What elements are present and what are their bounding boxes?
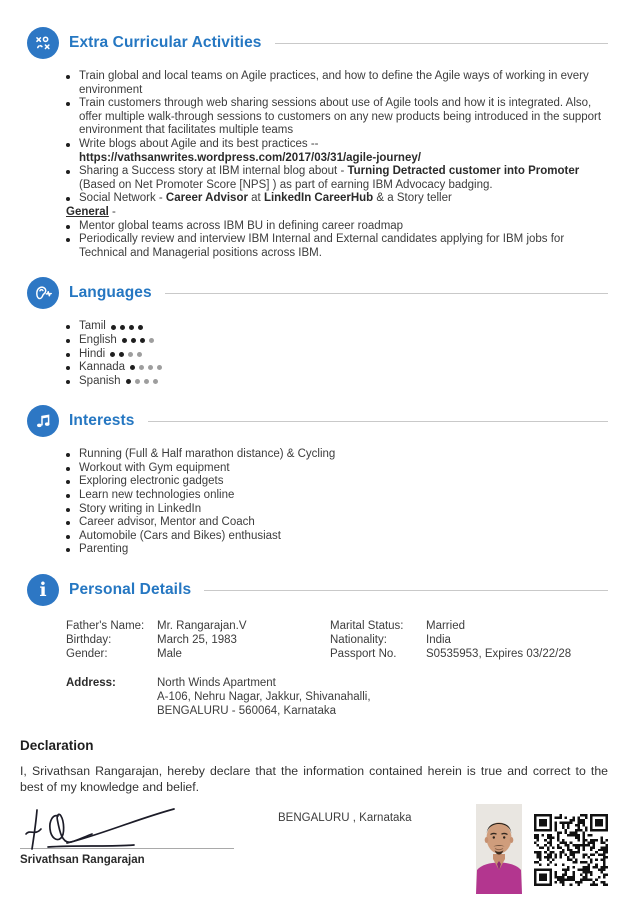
level-dot-filled (130, 365, 135, 370)
language-name: Spanish (79, 374, 121, 387)
list-item-text (79, 165, 608, 192)
level-dot-filled (126, 379, 131, 384)
bullet-dot (66, 339, 70, 343)
bullet-dot (66, 102, 70, 106)
language-name: Hindi (79, 347, 106, 360)
general-subheading (66, 206, 608, 220)
field-value: Mr. Rangarajan.V (157, 620, 247, 633)
address-line: BENGALURU - 560064, Karnataka (157, 705, 336, 718)
applicant-photo (476, 804, 522, 894)
blog-url-link[interactable]: https://vathsanwrites.wordpress.com/2017/03/31/agile-journey/ (79, 151, 421, 164)
bullet-dot (66, 521, 70, 525)
language-name: English (79, 333, 117, 346)
language-level-dots (130, 361, 162, 375)
language-item (66, 375, 608, 389)
general-list (20, 220, 608, 261)
text-segment: Write blogs about Agile and its best practices -- (79, 137, 319, 150)
section-header (20, 27, 608, 59)
language-level-dots (126, 375, 158, 389)
bullet-dot (66, 366, 70, 370)
text-segment: LinkedIn CareerHub (263, 192, 374, 205)
section-extra-curricular (20, 27, 608, 260)
field-value: Male (157, 648, 182, 661)
list-item (66, 97, 608, 138)
info-icon: i (27, 574, 59, 606)
list-item (66, 530, 608, 544)
language-name: Kannada (79, 361, 126, 374)
list-item (66, 138, 608, 165)
level-dot-filled (140, 338, 145, 343)
text-segment: & a Story teller (373, 192, 452, 205)
signature-scribble (22, 804, 182, 854)
declaration-text: I, Srivathsan Rangarajan, hereby declare that the information contained herein is true and correct to the best of my knowledge and belief. (20, 764, 608, 795)
list-item-text (79, 516, 608, 530)
level-dot-empty (135, 379, 140, 384)
section-personal-details (20, 574, 608, 718)
interests-list (20, 448, 608, 557)
general-suffix: - (108, 205, 116, 218)
list-item (66, 70, 608, 97)
text-segment: (Based on Net Promoter Score [NPS] ) as part of earning IBM Advocacy badging. (79, 178, 493, 191)
level-dot-filled (131, 338, 136, 343)
field-value: Married (426, 620, 465, 633)
list-item (66, 192, 608, 206)
language-item (66, 320, 608, 334)
text-segment: Sharing a Success story at IBM internal blog about - (79, 165, 348, 178)
field-value: S0535953, Expires 03/22/28 (426, 648, 572, 661)
declaration-heading: Declaration (20, 738, 94, 754)
signature-line (20, 848, 234, 849)
list-item (66, 475, 608, 489)
list-item-text (79, 475, 608, 489)
bullet-dot (66, 238, 70, 242)
bullet-dot (66, 380, 70, 384)
list-item (66, 462, 608, 476)
signature-place: BENGALURU , Karnataka (278, 812, 412, 825)
bullet-dot (66, 453, 70, 457)
bullet-dot (66, 197, 70, 201)
text-segment: Train global and local teams on Agile practices, and how to define the Agile ways of working in every environment (79, 70, 589, 96)
bullet-dot (66, 480, 70, 484)
text-segment: Career Advisor (165, 192, 248, 205)
list-item-text (79, 70, 608, 97)
text-segment: Automobile (Cars and Bikes) enthusiast (79, 529, 281, 542)
list-item-text (79, 462, 608, 476)
list-item-text (79, 138, 608, 165)
text-segment: Turning Detracted customer into Promoter (347, 165, 580, 178)
level-dot-filled (111, 325, 116, 330)
list-item (66, 220, 608, 234)
address-block (66, 676, 608, 719)
strategy-icon (27, 27, 59, 59)
section-interests (20, 405, 608, 557)
list-item-text (79, 489, 608, 503)
music-note-icon (27, 405, 59, 437)
level-dot-empty (128, 352, 133, 357)
level-dot-empty (137, 352, 142, 357)
bullet-dot (66, 75, 70, 79)
text-segment: Social Network - (79, 192, 166, 205)
list-item (66, 233, 608, 260)
language-name: Tamil (79, 320, 106, 333)
list-item-text (79, 543, 608, 557)
list-item-text (79, 233, 608, 260)
list-item-text (79, 530, 608, 544)
section-title: Extra Curricular Activities (69, 34, 262, 51)
signature-block (20, 804, 252, 866)
text-segment: Train customers through web sharing sessions about use of Agile tools and how it is integrated. Also, offer multiple walk-through sessions to customers on any new products being introduced in the support environment that facilitates multiple teams (79, 97, 602, 137)
address-label: Address: (66, 676, 116, 689)
list-item (66, 489, 608, 503)
bullet-dot (66, 548, 70, 552)
list-item (66, 165, 608, 192)
list-item-text (79, 192, 608, 206)
section-title: Languages (69, 284, 152, 302)
text-segment: Learn new technologies online (79, 489, 235, 502)
list-item (66, 503, 608, 517)
bullet-dot (66, 508, 70, 512)
address-line: A-106, Nehru Nagar, Jakkur, Shivanahalli, (157, 690, 371, 703)
bullet-dot (66, 325, 70, 329)
list-item (66, 543, 608, 557)
section-divider (204, 590, 608, 591)
bullet-dot (66, 170, 70, 174)
address-lines (157, 676, 371, 719)
section-header (20, 277, 608, 309)
signatory-name: Srivathsan Rangarajan (20, 854, 145, 867)
section-title: Personal Details (69, 581, 192, 599)
list-item (66, 448, 608, 462)
photo-and-qr (476, 804, 608, 894)
language-level-dots (122, 334, 154, 348)
level-dot-filled (119, 352, 124, 357)
bullet-dot (66, 225, 70, 229)
bullet-dot (66, 143, 70, 147)
section-header (20, 574, 608, 606)
language-level-dots (111, 320, 143, 334)
level-dot-filled (110, 352, 115, 357)
field-label: Father's Name: (66, 620, 145, 633)
field-label: Gender: (66, 648, 108, 661)
text-segment: Running (Full & Half marathon distance) & Cycling (79, 448, 336, 461)
level-dot-empty (153, 379, 158, 384)
level-dot-empty (149, 338, 154, 343)
text-segment: Mentor global teams across IBM BU in defining career roadmap (79, 219, 404, 232)
general-label: General (66, 205, 109, 218)
list-item-text (79, 220, 608, 234)
field-label: Nationality: (330, 634, 387, 647)
list-item-text (79, 448, 608, 462)
bullet-dot (66, 467, 70, 471)
text-segment: Workout with Gym equipment (79, 461, 230, 474)
level-dot-empty (139, 365, 144, 370)
language-item (66, 348, 608, 362)
section-languages (20, 277, 608, 388)
list-item-text (79, 503, 608, 517)
field-label: Passport No. (330, 648, 397, 661)
language-item (66, 361, 608, 375)
ear-listening-icon (27, 277, 59, 309)
bullet-dot (66, 494, 70, 498)
bullet-dot (66, 535, 70, 539)
level-dot-filled (122, 338, 127, 343)
address-line: North Winds Apartment (157, 676, 276, 689)
section-divider (165, 293, 608, 294)
level-dot-empty (148, 365, 153, 370)
level-dot-filled (129, 325, 134, 330)
section-divider (148, 421, 608, 422)
list-item (66, 516, 608, 530)
qr-code (534, 814, 608, 886)
field-label: Marital Status: (330, 620, 404, 633)
level-dot-empty (157, 365, 162, 370)
text-segment: Exploring electronic gadgets (79, 475, 224, 488)
section-header (20, 405, 608, 437)
level-dot-empty (144, 379, 149, 384)
language-item (66, 334, 608, 348)
bullet-dot (66, 353, 70, 357)
field-value: India (426, 634, 451, 647)
list-item-text (79, 97, 608, 138)
signature-row (20, 804, 608, 894)
text-segment: Periodically review and interview IBM Internal and External candidates applying for IBM jobs for Technical and Managerial positions across IBM. (79, 233, 565, 259)
languages-list (20, 320, 608, 388)
text-segment: Parenting (79, 543, 129, 556)
level-dot-filled (120, 325, 125, 330)
text-segment: at (247, 192, 264, 205)
field-label: Birthday: (66, 634, 112, 647)
section-divider (275, 43, 608, 44)
text-segment: Career advisor, Mentor and Coach (79, 516, 255, 529)
text-segment: Story writing in LinkedIn (79, 502, 202, 515)
personal-details-grid (66, 619, 608, 662)
field-value: March 25, 1983 (157, 634, 237, 647)
section-title: Interests (69, 412, 135, 430)
language-level-dots (110, 348, 142, 362)
extra-curricular-list (20, 70, 608, 206)
level-dot-filled (138, 325, 143, 330)
